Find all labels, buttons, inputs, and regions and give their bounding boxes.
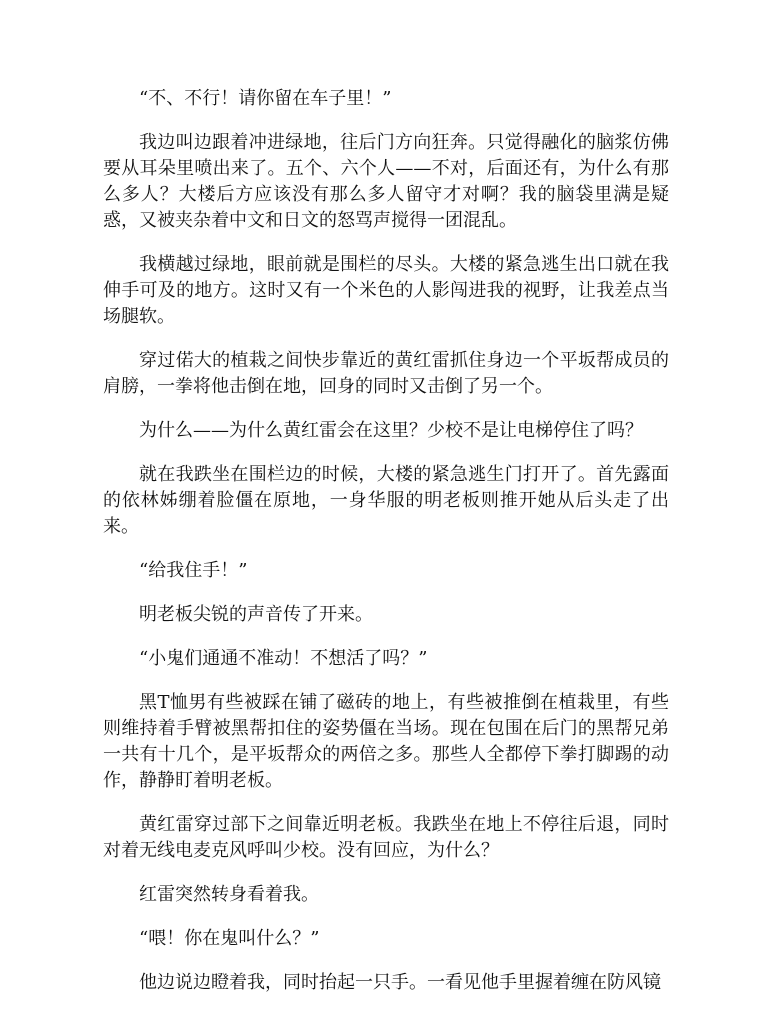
paragraph: 他边说边瞪着我，同时抬起一只手。一看见他手里握着缠在防风镜 [139, 972, 661, 993]
paragraph: 红雷突然转身看着我。 [139, 884, 319, 905]
paragraph: “不、不行！请你留在车子里！” [139, 88, 392, 109]
paragraph: “喂！你在鬼叫什么？” [139, 928, 320, 949]
paragraph: 为什么——为什么黄红雷会在这里？少校不是让电梯停住了吗？ [139, 420, 643, 441]
paragraph: 我边叫边跟着冲进绿地，往后门方向狂奔。只觉得融化的脑浆仿佛要从耳朵里喷出来了。五个、六个人——不对，后面还有，为什么有那么多人？大楼后方应该没有那么多人留守才对啊？我的脑袋里满是疑惑，又被夹杂着中文和日文的怒骂声搅得一团混乱。 [103, 132, 669, 231]
paragraph: 黑T恤男有些被踩在铺了磁砖的地上，有些被推倒在植栽里，有些则维持着手臂被黑帮扣住的姿势僵在当场。现在包围在后门的黑帮兄弟一共有十几个，是平坂帮众的两倍之多。那些人全都停下拳打脚踢的动作，静静盯着明老板。 [103, 692, 669, 791]
paragraph: 明老板尖锐的声音传了开来。 [139, 604, 373, 625]
body-text [103, 86, 669, 1014]
paragraph: 我横越过绿地，眼前就是围栏的尽头。大楼的紧急逃生出口就在我伸手可及的地方。这时又有一个米色的人影闯进我的视野，让我差点当场腿软。 [103, 254, 669, 327]
paragraph: 穿过偌大的植栽之间快步靠近的黄红雷抓住身边一个平坂帮成员的肩膀，一拳将他击倒在地，回身的同时又击倒了另一个。 [103, 350, 669, 397]
paragraph: “给我住手！” [139, 560, 248, 581]
paragraph: “小鬼们通通不准动！不想活了吗？” [139, 648, 428, 669]
paragraph: 黄红雷穿过部下之间靠近明老板。我跌坐在地上不停往后退，同时对着无线电麦克风呼叫少校。没有回应，为什么？ [103, 814, 669, 861]
paragraph: 就在我跌坐在围栏边的时候，大楼的紧急逃生门打开了。首先露面的依林姊绷着脸僵在原地，一身华服的明老板则推开她从后头走了出来。 [103, 464, 669, 537]
